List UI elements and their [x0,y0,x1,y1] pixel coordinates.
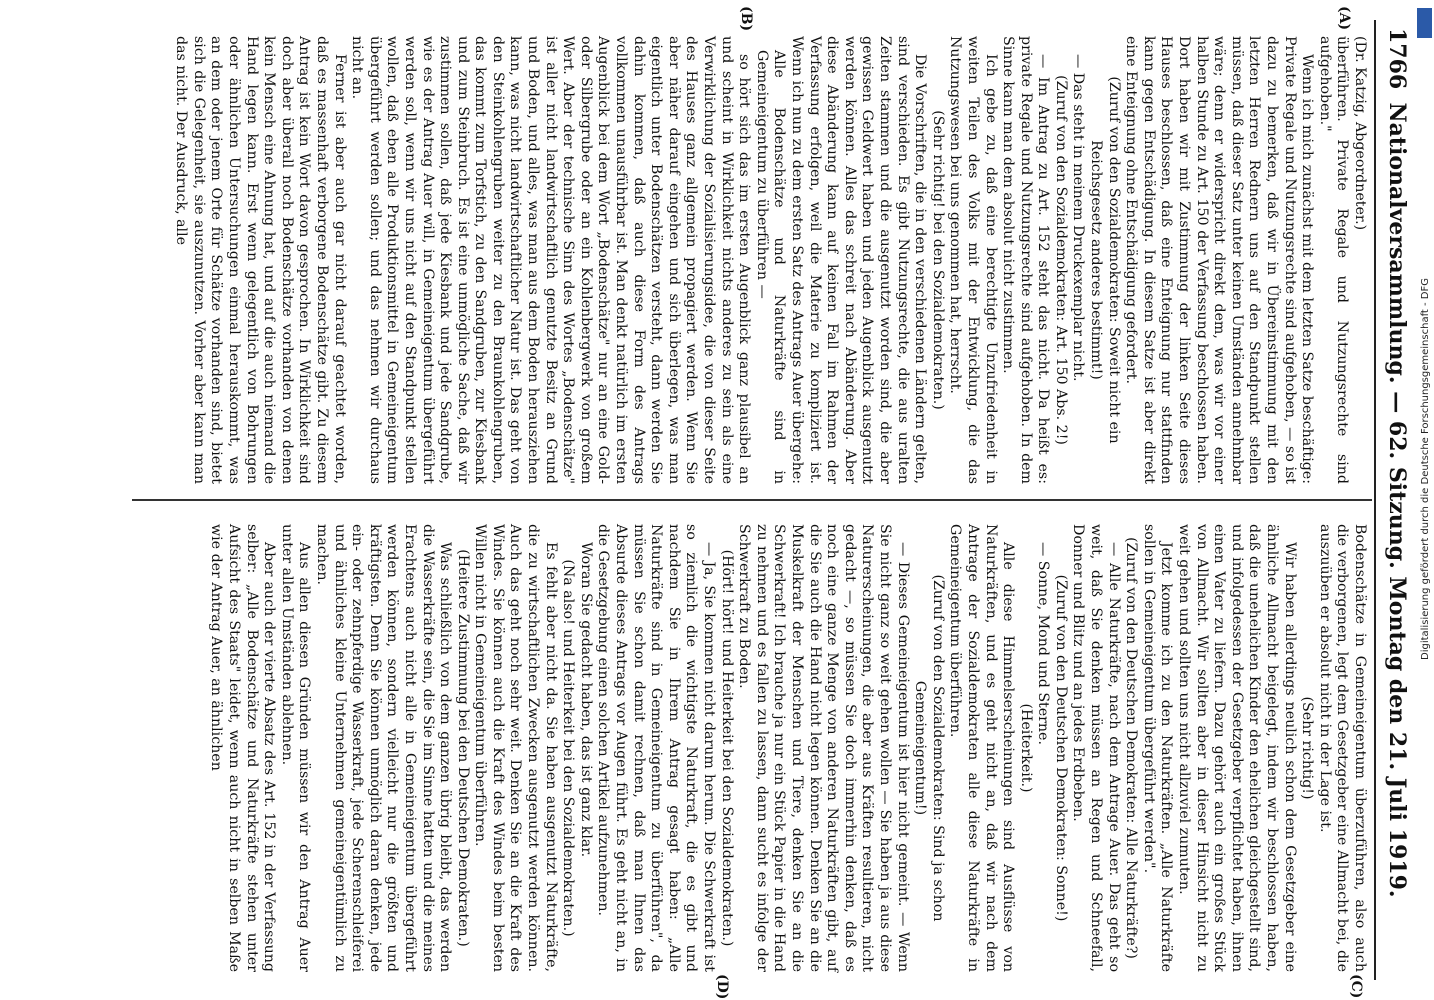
page-number: 1766 [1384,28,1410,90]
interjection: (Hört! hört! und Heiterkeit bei den Sozialdemokraten.) [718,549,735,947]
paragraph: — Ja, Sie kommen nicht darum herum. Die Schwerkraft ist so ziemlich die wichtigste Naturkraft, die es gibt und nachdem Sie in Ihrem Antrag gesagt haben: „Alle Naturkräfte sind in Gemeineigentum zu überführen", da müssen Sie schon damit rechnen, daß man Ihnen das Absurde dieses Antrags vor Augen führt. Es geht nicht an, in die Gesetzgebung einen solchen Artikel aufzunehmen. [595,524,718,972]
interjection: (Zuruf von den Sozialdemokraten: Soweit nicht ein Reichsgesetz anderes bestimmt!) [1088,76,1122,444]
paragraph: Jetzt komme ich zu den Naturkräften. „Alle Naturkräfte sollen in Gemeineigentum übergeführt werden". [1140,524,1175,972]
header-rule [1374,20,1376,980]
paragraph: — Das steht in meinem Druckexemplar nicht. [1070,54,1087,382]
dfg-logo-icon [1417,8,1432,38]
interjection: (Heiterkeit.) [1017,703,1034,793]
margin-marker-c: (C) [1348,974,1364,999]
paragraph: — Alle Naturkräfte, nach dem Antrage Auer. Das geht so weit, daß Sie denken müssen an Regen und Schneefall, Donner und Blitz und an jedes Erdbeben. [1070,524,1122,972]
paragraph: Es fehlt aber nicht da. Sie haben ausgenutzt Naturkräfte, die zu wirtschaftlichen Zwecken ausgenutzt werden können. Auch das geht noch sehr weit. Denken Sie an die Kraft des Windes. Sie können auch die Kraft des Windes beim besten Willen nicht in Gemeineigentum überführen. [472,524,559,972]
paragraph: Was schließlich von dem ganzen übrig bleibt, das werden die Wasserkräfte sein, die Sie im Sinne hatten und die meines Erachtens auch nicht alle in Gemeineigentum übergeführt werden können, sondern vielleicht nur die größten und kräftigsten. Denn Sie können unmöglich daran denken, jede ein- oder zehnpferdige Wasserkraft, jede Scherenschleiferei und ähnliches kleine Unternehmen gemeineigentümlich zu machen. [313,524,454,972]
paragraph: Die Vorschriften, die in den verschiedenen Ländern gelten, sind verschieden. Es gibt Nutzungsrechte, die aus uralten Zeiten stammen und die ausgenutzt worden sind, die aber gewissen Geldwert haben und jeden Augenblick ausgenutzt werden können. Alles das schreit nach Abänderung. Aber diese Abänderung kann auf keinen Fall im Rahmen der Verfassung erfolgen, weil die Materie zu kompliziert ist. Wenn ich nun zu dem ersten Satz des Antrags Auer übergehe: [789,36,929,485]
interjection: (Na also! und Heiterkeit bei den Sozialdemokraten.) [560,559,577,937]
paragraph: überführen. Private Regale und Nutzungsrechte sind aufgehoben." [1316,36,1351,484]
column-divider [132,499,1372,501]
paragraph: (Dr. Katzig, Abgeordneter.) [1352,36,1368,231]
interjection: (Heitere Zustimmung bei den Deutschen Demokraten.) [454,549,471,947]
margin-marker-a: (A) [1336,6,1352,31]
paragraph: Ferner ist aber auch gar nicht darauf geachtet worden, daß es massenhaft verborgene Bodenschätze gibt. Zu diesem Antrag ist kein Wort davon gesprochen. In Wirklichkeit sind doch aber überall noch Bodenschätze vorhanden von denen kein Mensch eine Ahnung hat, und auf die auch niemand die Hand legen kann. Erst wenn gelegentlich von Bohrungen oder ähnlichen Untersuchungen einmal herauskommt, was an dem oder jenem Orte für Schätze vorhanden sind, bietet sich die Gelegenheit, sie auszunutzen. Vorher aber kann man das nicht. Der Ausdruck, alle [173,36,348,484]
page-header [1380,28,1416,972]
paragraph: Alle diese Himmelserscheinungen sind Ausflüsse von Naturkräften, und es geht nicht an, daß wir nach dem Antrage der Sozialdemokraten alle diese Naturkräfte in Gemeineigentum überführen. [947,524,1017,972]
left-column [172,36,1368,484]
interjection: (Sehr richtig! bei den Sozialdemokraten.) [929,110,946,410]
interjection: (Sehr richtig!) [1299,696,1316,800]
paragraph: so hört sich das im ersten Augenblick ganz plausibel an und scheint in Wirklichkeit nichts anderes zu sein als eine Verwirklichung der Sozialisierungsidee, die von dieser Seite des Hauses ganz allgemein propagiert werden. Wenn Sie aber näher darauf eingehen und sich überlegen, was man eigentlich unter Bodenschätzen versteht, dann werden Sie dahin kommen, daß auch diese Form des Antrags vollkommen unausführbar ist. Man denkt natürlich im ersten Augenblick bei dem Wort „Bodenschätze" nur an eine Gold- oder Silbergrube oder an ein Kohlenbergwerk von großem Wert. Aber der technische Sinn des Wortes „Bodenschätze" ist aller nicht landwirtschaftlich genutzte Besitz an Grund und Boden, und alles, was man aus dem Boden herausziehen kann, was nicht landwirtschaftlicher Natur ist. Das geht von den Steinkohlengruben weiter zu den Braunkohlengruben, das kommt zum Torfstich, zu den Sandgruben, zur Kiesbank und zum Steinbruch. Es ist eine unmögliche Sache, daß wir zustimmen sollen, daß jede Kiesbank und jede Sandgrube, wie es der Antrag Auer will, in Gemeineigentum übergeführt werden soll, wenn wir uns nicht auf den Standpunkt stellen wollen, daß eben alle Produktionsmittel in Gemeineigentum übergeführt werden sollen; und das nehmen wir durchaus nicht an. [349,36,753,484]
paragraph: Woran Sie gedacht haben, das ist ganz klar. [577,542,594,858]
paragraph: Wir haben allerdings neulich schon dem Gesetzgeber eine ähnliche Allmacht beigelegt, indem wir beschlossen haben, daß die unehelichen Kinder den ehelichen gleichgestellt sind, und infolgedessen der Gesetzgeber verpflichtet haben, ihnen einen Vater zu liefern. Dazu gehört auch ein großes Stück von Allmacht. Wir sollten aber in dieser Hinsicht nicht zu weit gehen und sollten uns nicht allzuviel zumuten. [1176,524,1298,972]
interjection: (Zuruf von den Sozialdemokraten: Art. 150 Abs. 2!) [1052,75,1069,445]
paragraph: Aber auch der vierte Absatz des Art. 152 in der Verfassung selber: „Alle Bodenschätze und Naturkräfte stehen unter Aufsicht des Staats" leidet, wenn auch nicht in selben Maße wie der Antrag Auer, an ähnlichen [208,524,278,972]
margin-marker-d: (D) [714,974,730,1000]
digitization-note: Digitalisierung gefördert durch die Deutsche Forschungsgemeinschaft - DFG [1420,277,1431,660]
page-title: Nationalversammlung. — 62. Sitzung. Montag den 21. Juli 1919. [1384,102,1410,898]
right-column [207,524,1368,972]
margin-marker-b: (B) [738,6,754,32]
interjection: (Zuruf von den Deutschen Demokraten: Alle Naturkräfte?) [1123,537,1140,959]
paragraph: — Dieses Gemeineigentum ist hier nicht gemeint. — Wenn Sie nicht ganz so weit gehen wollen — Sie haben ja aus diese Naturerscheinungen, die aber aus Kräften resultieren, nicht gedacht —, so müssen Sie doch immerhin denken, daß es noch eine ganze Menge von anderen Naturkräften gibt, auf die Sie auch die Hand nicht legen können. Denken Sie an die Muskelkraft der Menschen und Tiere, denken Sie an die Schwerkraft! Ich brauche ja nur ein Stück Papier in die Hand zu nehmen und es fallen zu lassen, dann sucht es infolge der Schwerkraft zu Boden. [736,524,911,972]
paragraph: Aus allen diesen Gründen müssen wir den Antrag Auer unter allen Umständen ablehnen. [278,524,313,972]
paragraph: Wenn ich mich zunächst mit dem letzten Satze beschäftige: Private Regale und Nutzungsrechte sind aufgehoben, — so ist dazu zu bemerken, daß wir in Übereinstimmung mit den letzten Herren Rednern uns auf den Standpunkt stellen müssen, daß dieser Satz unter keinen Umständen annehmbar wäre; denn er widerspricht direkt dem, was wir vor einer halben Stunde zu Art. 150 der Verfassung beschlossen haben. Dort haben wir mit Zustimmung der linken Seite dieses Hauses beschlossen, daß eine Enteignung nur stattfinden kann gegen Entschädigung. In diesem Satze ist aber direkt eine Enteignung ohne Entschädigung gefordert. [1123,36,1316,484]
paragraph: — Im Antrag zu Art. 152 steht das nicht. Da heißt es: private Regale und Nutzungsrechte sind aufgehoben. In dem Sinne kann man dem absolut nicht zustimmen. [1000,36,1052,484]
paragraph: Bodenschätze in Gemeineigentum überzuführen, also auch die verborgenen, legt dem Gesetzgeber eine Allmacht bei, die auszuüben er absolut nicht in der Lage ist. [1316,524,1368,972]
quotation: Alle Bodenschätze und Naturkräfte sind in Gemeineigentum zu überführen — [753,50,788,484]
interjection: (Zuruf von den Sozialdemokraten: Sind ja schon Gemeineigentum!) [912,574,946,922]
interjection: (Zuruf von den Deutschen Demokraten: Sonne!) [1052,574,1069,922]
paragraph: — Sonne, Mond und Sterne. [1035,542,1052,745]
paragraph: Ich gebe zu, daß eine berechtigte Unzufriedenheit in weiten Teilen des Volks mit der Entwicklung, die das Nutzungswesen bei uns genommen hat, herrscht. [947,36,999,484]
